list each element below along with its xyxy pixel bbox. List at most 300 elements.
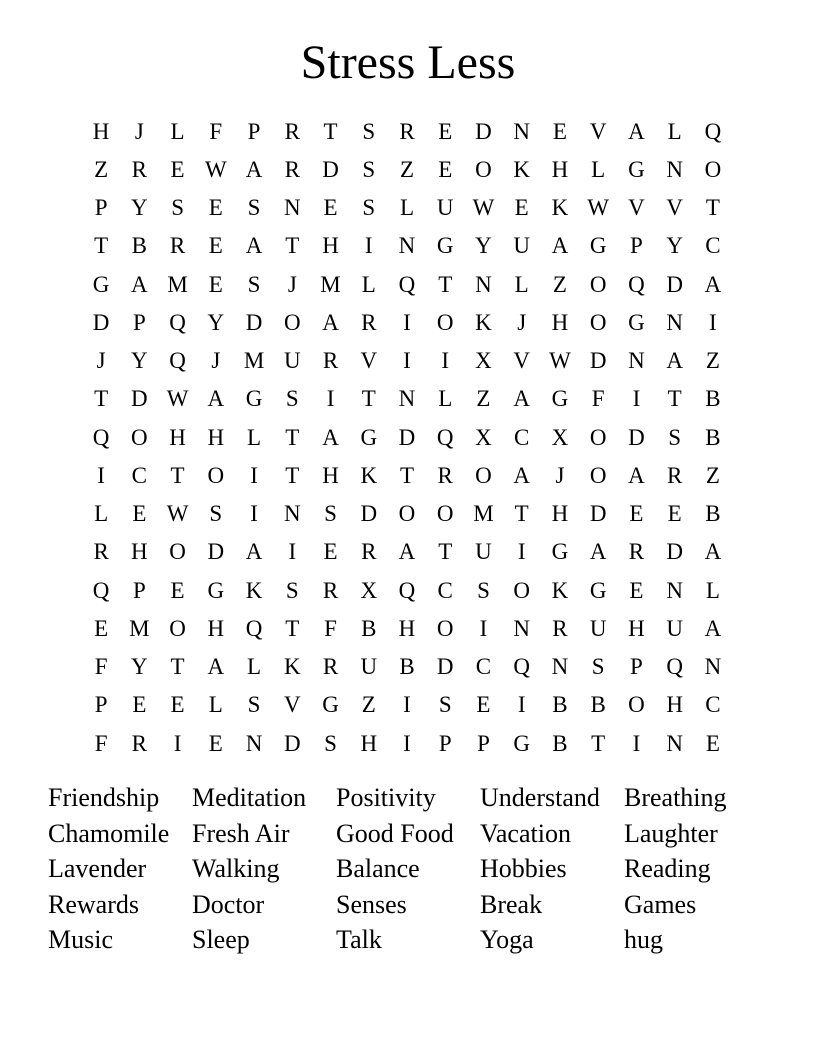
grid-letter: A [589,539,607,565]
grid-letter: S [285,386,299,412]
grid-letter: G [628,156,645,182]
grid-letter: R [93,539,109,565]
word-list-item: Sleep [192,925,250,954]
grid-row [82,495,732,533]
grid-letter: D [436,654,454,680]
grid-letter: E [629,501,644,527]
grid-letter: U [360,654,378,680]
grid-letter: V [589,118,607,144]
grid-letter: A [704,615,722,641]
grid-letter: E [438,118,453,144]
grid-letter: V [360,348,378,374]
grid-letter: L [247,654,262,680]
grid-letter: A [322,424,339,450]
grid-letter: N [666,577,683,603]
grid-letter: U [666,615,683,641]
grid-letter: O [169,539,186,565]
grid-letter: I [632,386,641,412]
grid-letter: L [667,118,682,144]
grid-letter: S [324,501,337,527]
grid-letter: G [589,577,607,603]
grid-letter: P [132,309,146,335]
grid-letter: F [591,386,605,412]
grid-letter: Q [169,309,186,335]
grid-letter: D [207,539,225,565]
grid-letter: G [207,577,225,603]
grid-letter: I [250,501,258,527]
grid-letter: S [668,424,682,450]
grid-letter: K [245,577,263,603]
grid-letter: T [94,233,109,259]
grid-letter: O [436,501,454,527]
grid-letter: H [666,692,683,718]
grid-letter: T [170,654,185,680]
word-list-item: Games [624,889,697,919]
grid-letter: E [208,271,223,297]
grid-letter: D [398,424,416,450]
grid-letter: N [513,615,530,641]
grid-letter: A [398,539,416,565]
grid-letter: B [552,692,568,718]
grid-letter: R [284,156,300,182]
grid-letter: D [360,501,378,527]
grid-letter: W [549,348,571,374]
grid-letter: P [132,577,146,603]
grid-letter: O [283,309,301,335]
grid-row [82,571,732,609]
grid-letter: X [360,577,378,603]
grid-letter: M [167,271,188,297]
grid-letter: T [438,271,453,297]
grid-letter: J [517,309,527,335]
grid-letter: E [170,156,185,182]
grid-letter: R [131,156,148,182]
grid-letter: H [322,233,339,259]
grid-letter: Q [92,424,110,450]
grid-letter: E [208,233,223,259]
grid-letter: G [551,539,569,565]
grid-letter: T [285,462,300,488]
word-list-item: Fresh Air [192,818,290,848]
grid-letter: N [398,233,416,259]
grid-letter: O [207,462,225,488]
grid-row [82,686,732,724]
word-list-item: Talk [336,925,382,954]
grid-letter: E [438,156,453,182]
grid-letter: Q [436,424,454,450]
word-list-item: Balance [336,854,420,883]
grid-letter: T [667,386,682,412]
grid-letter: N [628,348,645,374]
grid-letter: D [666,539,683,565]
grid-letter: A [704,271,722,297]
grid-letter: S [285,577,299,603]
grid-letter: Q [398,271,416,297]
grid-letter: L [514,271,529,297]
grid-letter: Q [704,118,722,144]
grid-letter: F [209,118,223,144]
grid-letter: B [705,501,721,527]
grid-letter: P [94,692,108,718]
grid-letter: E [667,501,682,527]
grid-row [82,189,732,227]
grid-letter: T [514,501,529,527]
grid-letter: R [666,462,683,488]
grid-letter: K [283,654,301,680]
grid-letter: O [628,692,645,718]
grid-letter: T [438,539,453,565]
grid-letter: R [552,615,568,641]
grid-letter: B [590,692,606,718]
grid-letter: E [208,730,223,756]
grid-letter: A [207,654,225,680]
grid-letter: N [513,118,530,144]
grid-letter: I [632,730,641,756]
grid-letter: F [324,615,337,641]
grid-letter: G [628,309,645,335]
grid-letter: G [245,386,263,412]
word-list-item: Rewards [48,889,139,919]
grid-letter: E [629,577,644,603]
grid-letter: N [398,386,416,412]
grid-letter: O [589,424,607,450]
grid-letter: L [361,271,376,297]
grid-letter: E [132,692,147,718]
grid-letter: U [589,615,607,641]
grid-letter: O [131,424,148,450]
grid-letter: T [705,195,720,221]
grid-letter: I [326,386,335,412]
page-title: Stress Less [300,36,516,89]
grid-letter: I [517,692,526,718]
grid-letter: V [628,195,645,221]
grid-letter: T [285,424,300,450]
grid-letter: Z [552,271,567,297]
grid-row [82,265,732,303]
grid-letter: A [666,348,683,374]
grid-letter: R [361,539,377,565]
grid-letter: S [438,692,452,718]
grid-letter: F [94,730,108,756]
grid-letter: S [477,577,490,603]
grid-letter: H [628,615,645,641]
grid-letter: I [517,539,526,565]
grid-letter: D [92,309,110,335]
grid-row [82,648,732,686]
grid-letter: B [705,424,721,450]
grid-letter: G [551,386,569,412]
grid-letter: A [245,156,263,182]
grid-letter: L [170,118,185,144]
grid-letter: X [475,348,492,374]
grid-letter: S [591,654,605,680]
grid-letter: N [245,730,263,756]
grid-letter: Q [398,577,416,603]
word-list-item: hug [624,925,663,954]
grid-letter: K [551,195,569,221]
word-list-item: Meditation [192,783,307,812]
grid-letter: P [94,195,108,221]
grid-letter: C [705,692,721,718]
word-list-item: Break [480,889,543,919]
grid-letter: N [475,271,492,297]
grid-letter: D [131,386,148,412]
grid-letter: O [589,271,607,297]
word-list [48,781,768,959]
grid-letter: G [513,730,530,756]
grid-letter: K [513,156,530,182]
grid-letter: E [552,118,567,144]
word-list-item: Friendship [48,783,160,812]
grid-letter: G [436,233,454,259]
grid-letter: D [666,271,683,297]
grid-letter: U [475,539,492,565]
word-list-item: Senses [336,889,407,919]
grid-letter: G [322,692,339,718]
grid-letter: K [360,462,378,488]
grid-letter: R [284,118,300,144]
grid-letter: D [245,309,263,335]
grid-letter: R [437,462,453,488]
grid-letter: T [323,118,338,144]
grid-letter: U [513,233,530,259]
grid-letter: Z [361,692,376,718]
grid-letter: T [285,615,300,641]
grid-letter: N [666,730,683,756]
grid-letter: F [94,654,108,680]
grid-letter: N [283,501,301,527]
grid-letter: T [399,462,415,488]
grid-letter: M [129,615,150,641]
grid-letter: I [709,309,717,335]
word-list-item: Breathing [624,783,727,812]
grid-letter: E [94,615,109,641]
grid-letter: R [361,309,377,335]
grid-letter: N [283,195,301,221]
grid-letter: O [704,156,722,182]
letter-grid [82,112,732,762]
grid-letter: W [472,195,495,221]
grid-letter: G [360,424,378,450]
grid-letter: H [551,156,569,182]
grid-letter: X [551,424,569,450]
grid-letter: I [441,348,450,374]
grid-letter: N [704,654,722,680]
word-list-item: Good Food [336,818,454,848]
grid-letter: I [479,615,488,641]
grid-letter: C [437,577,453,603]
grid-letter: Z [705,348,720,374]
grid-letter: R [131,730,148,756]
grid-letter: Q [245,615,263,641]
grid-letter: L [399,195,415,221]
grid-letter: Q [513,654,530,680]
grid-letter: Q [666,654,683,680]
grid-letter: I [173,730,182,756]
grid-letter: A [207,386,225,412]
grid-letter: K [475,309,492,335]
grid-letter: E [170,692,185,718]
grid-letter: R [169,233,186,259]
grid-letter: P [247,118,261,144]
grid-row [82,112,732,150]
grid-letter: C [705,233,721,259]
grid-letter: H [92,118,110,144]
word-list-item: Vacation [480,818,571,848]
grid-letter: L [208,692,223,718]
grid-letter: J [96,348,106,374]
grid-letter: J [211,348,221,374]
grid-letter: B [399,654,415,680]
grid-letter: D [589,348,607,374]
grid-row [82,609,732,647]
grid-letter: Y [131,654,148,680]
word-list-item: Reading [624,854,711,883]
grid-row [82,380,732,418]
grid-letter: B [705,386,721,412]
grid-letter: S [247,195,261,221]
grid-letter: E [323,539,338,565]
grid-letter: A [513,462,530,488]
grid-letter: I [403,692,411,718]
word-list-item: Music [48,925,113,954]
grid-letter: S [362,195,376,221]
grid-letter: S [362,156,376,182]
grid-letter: Y [666,233,683,259]
grid-letter: M [320,271,341,297]
grid-letter: O [513,577,530,603]
grid-letter: E [208,195,223,221]
grid-letter: A [628,462,645,488]
grid-letter: V [666,195,683,221]
grid-letter: R [322,348,339,374]
grid-letter: P [630,654,643,680]
grid-letter: V [513,348,530,374]
grid-letter: T [170,462,185,488]
grid-letter: A [322,309,339,335]
grid-letter: I [403,309,411,335]
grid-letter: N [666,156,683,182]
grid-letter: L [438,386,453,412]
grid-letter: H [360,730,378,756]
grid-letter: S [247,271,261,297]
word-list-item: Yoga [480,925,534,954]
grid-letter: T [361,386,376,412]
grid-letter: H [169,424,186,450]
grid-row [82,533,732,571]
grid-letter: T [591,730,606,756]
grid-letter: O [169,615,186,641]
grid-letter: Z [476,386,491,412]
grid-letter: H [398,615,416,641]
word-list-item: Laughter [624,818,718,848]
grid-letter: X [475,424,492,450]
grid-letter: O [589,462,607,488]
grid-letter: A [628,118,645,144]
grid-letter: P [477,730,490,756]
grid-letter: E [514,195,529,221]
grid-letter: B [552,730,568,756]
grid-letter: E [323,195,338,221]
grid-letter: D [628,424,645,450]
grid-letter: L [705,577,720,603]
grid-row [82,150,732,188]
grid-letter: S [362,118,376,144]
grid-letter: V [283,692,301,718]
grid-letter: Z [94,156,109,182]
grid-row [82,342,732,380]
grid-letter: Q [92,577,110,603]
grid-letter: E [170,577,185,603]
word-list-item: Hobbies [480,854,567,883]
grid-letter: Z [705,462,720,488]
grid-letter: A [551,233,569,259]
grid-letter: R [628,539,645,565]
grid-letter: B [361,615,377,641]
grid-letter: H [551,309,569,335]
grid-letter: S [171,195,184,221]
grid-letter: O [436,615,454,641]
grid-letter: O [475,462,492,488]
word-list-item: Chamomile [48,818,170,848]
grid-letter: T [94,386,109,412]
grid-letter: Q [628,271,645,297]
grid-letter: C [514,424,530,450]
grid-letter: H [207,424,225,450]
grid-letter: D [475,118,492,144]
word-list-item: Doctor [192,889,265,919]
grid-letter: C [131,462,148,488]
grid-letter: P [438,730,452,756]
grid-letter: S [209,501,223,527]
grid-letter: Y [475,233,492,259]
word-list-item: Lavender [48,854,147,883]
grid-letter: O [436,309,454,335]
grid-letter: J [555,462,565,488]
grid-letter: R [322,654,339,680]
grid-letter: A [245,539,263,565]
grid-letter: Z [399,156,415,182]
grid-letter: I [288,539,297,565]
word-list-item: Positivity [336,783,436,812]
grid-letter: D [322,156,339,182]
grid-letter: L [247,424,262,450]
grid-letter: J [134,118,144,144]
grid-letter: D [589,501,607,527]
grid-letter: B [131,233,148,259]
grid-letter: A [704,539,722,565]
grid-letter: I [250,462,258,488]
grid-row [82,227,732,265]
grid-letter: W [587,195,610,221]
grid-letter: U [283,348,301,374]
grid-letter: T [285,233,300,259]
grid-letter: O [475,156,492,182]
grid-letter: G [589,233,607,259]
grid-letter: Y [131,348,148,374]
grid-letter: D [283,730,301,756]
grid-letter: E [132,501,147,527]
grid-letter: I [97,462,105,488]
grid-letter: E [476,692,491,718]
grid-letter: I [403,348,411,374]
grid-letter: R [322,577,339,603]
grid-row [82,456,732,494]
grid-letter: H [207,615,225,641]
grid-letter: L [94,501,109,527]
grid-letter: G [92,271,110,297]
grid-letter: W [204,156,227,182]
